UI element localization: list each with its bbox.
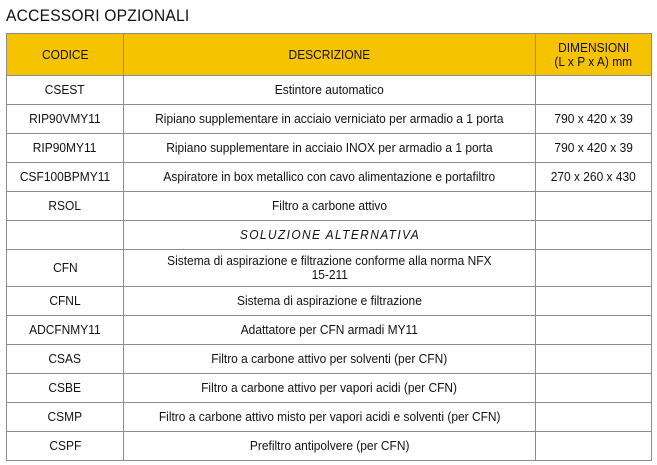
- cell-description: Estintore automatico: [124, 76, 536, 105]
- cell-dimensions: 790 x 420 x 39: [536, 105, 652, 134]
- cell-description: Filtro a carbone attivo misto per vapori acidi e solventi (per CFN): [124, 403, 536, 432]
- cell-description: Aspiratore in box metallico con cavo alimentazione e portafiltro: [124, 163, 536, 192]
- table-row: [7, 287, 652, 316]
- table-row: [7, 403, 652, 432]
- cell-dimensions: [536, 432, 652, 461]
- cell-dimensions: 270 x 260 x 430: [536, 163, 652, 192]
- section-row: [7, 221, 652, 250]
- table-row: [7, 192, 652, 221]
- cell-description: Sistema di aspirazione e filtrazione: [124, 287, 536, 316]
- cell-empty: [7, 221, 124, 250]
- cell-description: Filtro a carbone attivo per vapori acidi (per CFN): [124, 374, 536, 403]
- cell-dimensions: 790 x 420 x 39: [536, 134, 652, 163]
- cell-code: CSBE: [7, 374, 124, 403]
- cell-code: RIP90MY11: [7, 134, 124, 163]
- cell-description: Filtro a carbone attivo per solventi (per CFN): [124, 345, 536, 374]
- cell-code: RIP90VMY11: [7, 105, 124, 134]
- cell-description: Sistema di aspirazione e filtrazione conforme alla norma NFX 15-211: [124, 250, 536, 287]
- cell-dimensions: [536, 403, 652, 432]
- section-label: SOLUZIONE ALTERNATIVA: [124, 221, 536, 250]
- cell-description: Ripiano supplementare in acciaio INOX per armadio a 1 porta: [124, 134, 536, 163]
- table-row: [7, 374, 652, 403]
- table-row: [7, 163, 652, 192]
- cell-code: CSMP: [7, 403, 124, 432]
- cell-code: CFN: [7, 250, 124, 287]
- cell-code: CSEST: [7, 76, 124, 105]
- header-code: CODICE: [7, 34, 124, 76]
- cell-dimensions: [536, 250, 652, 287]
- table-row: [7, 76, 652, 105]
- table-header-row: [7, 34, 652, 76]
- table-row: [7, 250, 652, 287]
- cell-description: Adattatore per CFN armadi MY11: [124, 316, 536, 345]
- cell-description: Prefiltro antipolvere (per CFN): [124, 432, 536, 461]
- cell-code: RSOL: [7, 192, 124, 221]
- table-row: [7, 316, 652, 345]
- cell-dimensions: [536, 374, 652, 403]
- table-row: [7, 105, 652, 134]
- cell-dimensions: [536, 287, 652, 316]
- header-dimensions: DIMENSIONI (L x P x A) mm: [536, 34, 652, 76]
- cell-dimensions: [536, 316, 652, 345]
- cell-code: CSF100BPMY11: [7, 163, 124, 192]
- table-row: [7, 432, 652, 461]
- page-title: ACCESSORI OPZIONALI: [6, 6, 190, 25]
- table-row: [7, 134, 652, 163]
- cell-dimensions: [536, 192, 652, 221]
- cell-code: ADCFNMY11: [7, 316, 124, 345]
- table-row: [7, 345, 652, 374]
- cell-code: CSPF: [7, 432, 124, 461]
- header-description: DESCRIZIONE: [124, 34, 536, 76]
- cell-empty: [536, 221, 652, 250]
- accessories-table: [6, 33, 652, 461]
- cell-dimensions: [536, 76, 652, 105]
- cell-dimensions: [536, 345, 652, 374]
- cell-code: CFNL: [7, 287, 124, 316]
- cell-description: Ripiano supplementare in acciaio verniciato per armadio a 1 porta: [124, 105, 536, 134]
- cell-description: Filtro a carbone attivo: [124, 192, 536, 221]
- cell-code: CSAS: [7, 345, 124, 374]
